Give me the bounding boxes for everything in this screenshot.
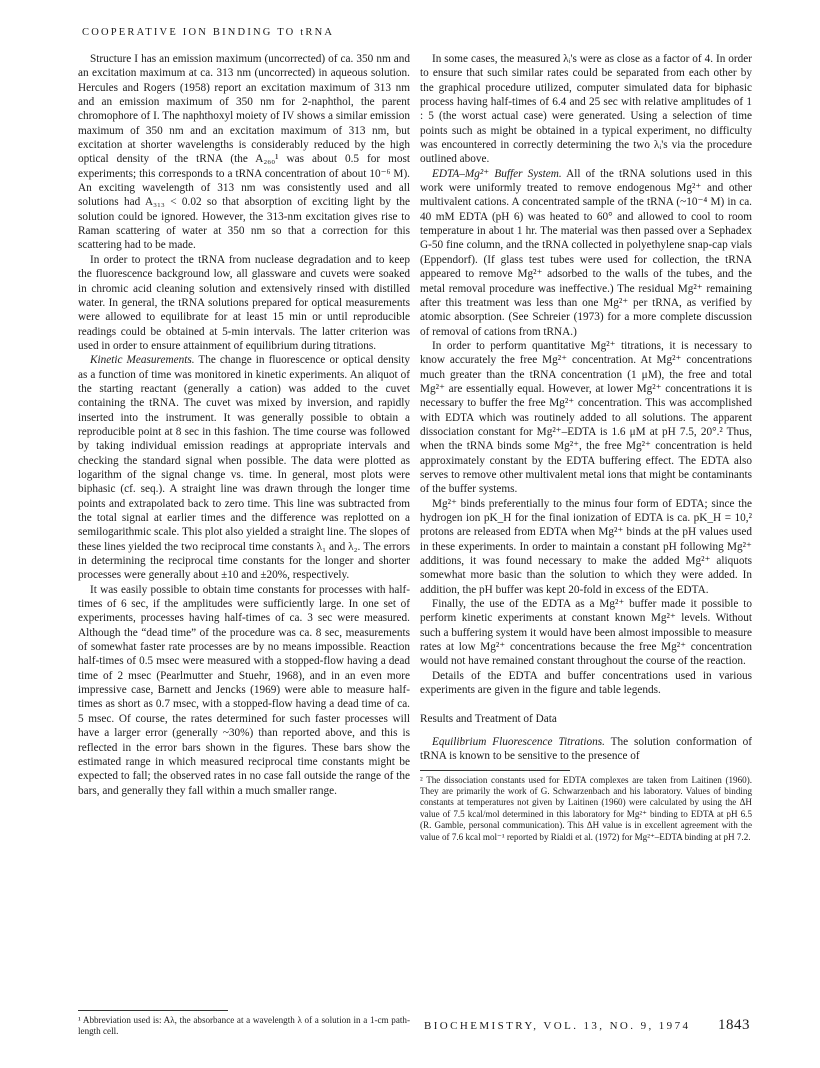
footnote-block xyxy=(78,1010,410,1038)
journal-citation: BIOCHEMISTRY, VOL. 13, NO. 9, 1974 xyxy=(424,1020,691,1032)
paragraph-text: The solution conformation of tRNA is known to be sensitive to the presence of xyxy=(420,735,752,763)
footnote: ¹ Abbreviation used is: Aλ, the absorbance at a wavelength λ of a solution in a 1-cm path-length cell. xyxy=(78,1015,410,1037)
run-in-heading: Kinetic Measurements. xyxy=(90,354,195,367)
paragraph: In order to perform quantitative Mg²⁺ titrations, it is necessary to know accurately the free Mg²⁺ concentration. At Mg²⁺ concentrations much greater than the tRNA concentration (1 μM), the free and total Mg²⁺ are essentially equal. However, at lower Mg²⁺ concentrations it is necessary to buffer the free Mg²⁺ concentration. This was accomplished with EDTA which was routinely added to all solutions. The apparent dissociation constant for Mg²⁺–EDTA is 1.6 μM at pH 7.5, 20°.² Thus, when the tRNA binds some Mg²⁺, the free Mg²⁺ concentration is held approximately constant by the EDTA buffering effect. The EDTA also serves to remove other multivalent metal ions that might be contaminants of the buffer systems. xyxy=(420,339,752,496)
page-footer xyxy=(424,1017,750,1033)
paragraph xyxy=(420,167,752,339)
left-column xyxy=(78,52,410,798)
footnote: ² The dissociation constants used for EDTA complexes are taken from Laitinen (1960). They are primarily the work of G. Schwarzenbach and his laboratory. Values of binding constants at temperatures not given by Laitinen (1960) were calculated by using the ΔH value of 7.5 kcal/mol determined in this laboratory for Mg²⁺ binding to EDTA at pH 6.5 (R. Gamble, personal communication). This ΔH value is in excellent agreement with the value of 7.6 kcal mol⁻¹ reported by Rialdi et al. (1972) for Mg²⁺–EDTA binding at pH 7.2. xyxy=(420,774,752,842)
page-number: 1843 xyxy=(718,1017,750,1033)
paragraph: Finally, the use of the EDTA as a Mg²⁺ buffer made it possible to perform kinetic experiments at constant known Mg²⁺ levels. Without such a buffering system it would have been almost impossible to measure rates at low Mg²⁺ concentrations because the free Mg²⁺ concentration would not have remained constant throughout the course of the reaction. xyxy=(420,598,752,668)
paragraph: It was easily possible to obtain time constants for processes with half-times of 6 sec, if the amplitudes were sufficiently large. In one set of experiments, processes having half-times of ca. 3 sec were measured. Although the “dead time” of the procedure was ca. 8 sec, measurements of somewhat faster rate processes are by no means impossible. Reaction half-times of 0.5 msec were measured with a stopped-flow having a dead time of 2 msec (Pearlmutter and Stuehr, 1968), and in an even more impressive case, Barnett and Jencks (1969) were able to measure half-times as short as 0.7 msec, with a stopped-flow having a dead time of ca. 5 msec. Of course, the rates determined for such faster processes will have a larger error (generally ~30%) than reported above, and this is reflected in the error bars shown in the figures. These bars show the estimated range in which measured reciprocal time constants might be expected to fall; the observed rates in no case fall outside the range of the bars, and generally they fall within a much smaller range. xyxy=(78,583,410,797)
paragraph: Structure I has an emission maximum (uncorrected) of ca. 350 nm and an excitation maximum at ca. 313 nm (uncorrected) in aqueous solution. Hercules and Rogers (1958) report an excitation maximum of 313 nm and an emission maximum of 350 nm for 2-naphthol, the parent chromophore of I. The naphthoxyl moiety of IV shows a similar emission maximum of 350 nm and an excitation maximum of 313 nm, but excitation at shorter wavelengths is considerably reduced by the high optical density of the tRNA (the A₂₆₀¹ was about 0.5 for most experiments; this corresponds to a tRNA concentration of about 10⁻⁶ M). An exciting wavelength of 313 nm was consistently used and all solutions had A₃₁₃ < 0.02 so that absorption of exciting light by the solution could be ignored. However, the 313-nm excitation gives rise to Raman scattering of water at 350 nm so that a correction for this scattering had to be made. xyxy=(78,53,410,252)
paragraph: In some cases, the measured λᵢ's were as close as a factor of 4. In order to ensure that such similar rates could be separated from each other by the graphical procedure utilized, computer simulated data for biphasic process having half-times of 6.4 and 25 sec with relative amplitudes of 1 : 5 (the worst actual case) were generated. Using a selection of time points such as might be obtained in a typical experiment, no difficulty was encountered in correctly determining the two λᵢ's via the procedure outlined above. xyxy=(420,53,752,166)
paragraph-text: The change in fluorescence or optical density as a function of time was monitored in kinetic experiments. An aliquot of the starting reactant (generally a cation) was added to the cuvet containing the tRNA. The cuvet was mixed by inversion, and rapidly inserted into the instrument. It was generally possible to obtain a reproducible point at 8 sec in this fashion. The time course was followed by taking individual emission readings at appropriate intervals and checking the standard signal when possible. The data were plotted as logarithm of the signal change vs. time. In general, most plots were biphasic (cf. seq.). A straight line was drawn through the longer time points and extrapolated back to zero time. This line was subtracted from the total signal at earlier times and the difference was replotted on a semilogarithmic scale. This plot also yielded a straight line. The slopes of these lines yielded the two reciprocal time constants λ₁ and λ₂. The errors in determining the reciprocal time constants for the longer and shorter processes were generally about ±10 and ±20%, respectively. xyxy=(78,354,411,582)
run-in-heading: Equilibrium Fluorescence Titrations. xyxy=(432,735,605,748)
paragraph xyxy=(78,353,410,583)
paragraph: Details of the EDTA and buffer concentrations used in various experiments are given in the figure and table legends. xyxy=(420,669,752,697)
paragraph: In order to protect the tRNA from nuclease degradation and to keep the fluorescence background low, all glassware and cuvets were soaked in chromic acid cleaning solution and extensively rinsed with distilled water. In general, the tRNA solutions prepared for optical measurements were allowed to equilibrate for at least 15 min or until reproducible readings could be obtained at 5-min intervals. The latter criterion was used in order to ensure attainment of equilibrium during titrations. xyxy=(78,253,410,352)
paragraph xyxy=(420,735,752,764)
paragraph: Mg²⁺ binds preferentially to the minus four form of EDTA; since the hydrogen ion pK_H for the final ionization of EDTA is ca. pK_H = 10,² protons are released from EDTA when Mg²⁺ binds at the pH values used in these experiments. In order to maintain a constant pH following Mg²⁺ additions, it was found necessary to make the added Mg²⁺ aliquots somewhat more basic than the solution to which they were added. In addition, the pH buffer was kept 20-fold in excess of the EDTA. xyxy=(420,497,752,596)
footnote-rule xyxy=(78,1010,228,1011)
running-head: COOPERATIVE ION BINDING TO tRNA xyxy=(82,27,335,38)
paragraph-text: All of the tRNA solutions used in this work were uniformly treated to remove endogenous Mg²⁺ and other multivalent cations. A concentrated sample of the tRNA (~10⁻⁴ M) in ca. 40 mM EDTA (pH 6) was heated to 60° and allowed to cool to room temperature in about 1 hr. The material was then passed over a Sephadex G-50 fine column, and the tRNA collected in polyethylene snap-cap vials (Eppendorf). (If glass test tubes were used for collection, the tRNA appeared to remove Mg²⁺ adsorbed to the walls of the tubes, and the metal removal procedure was ineffective.) The residual Mg²⁺ remaining after this treatment was less than one Mg²⁺ per tRNA, as verified by atomic absorption. (See Schreier (1973) for a more complete discussion of removal of cations from tRNA.) xyxy=(420,167,752,338)
run-in-heading: EDTA–Mg²⁺ Buffer System. xyxy=(432,167,562,180)
section-heading: Results and Treatment of Data xyxy=(420,713,557,726)
footnote-rule xyxy=(420,770,570,771)
right-column xyxy=(420,52,752,843)
